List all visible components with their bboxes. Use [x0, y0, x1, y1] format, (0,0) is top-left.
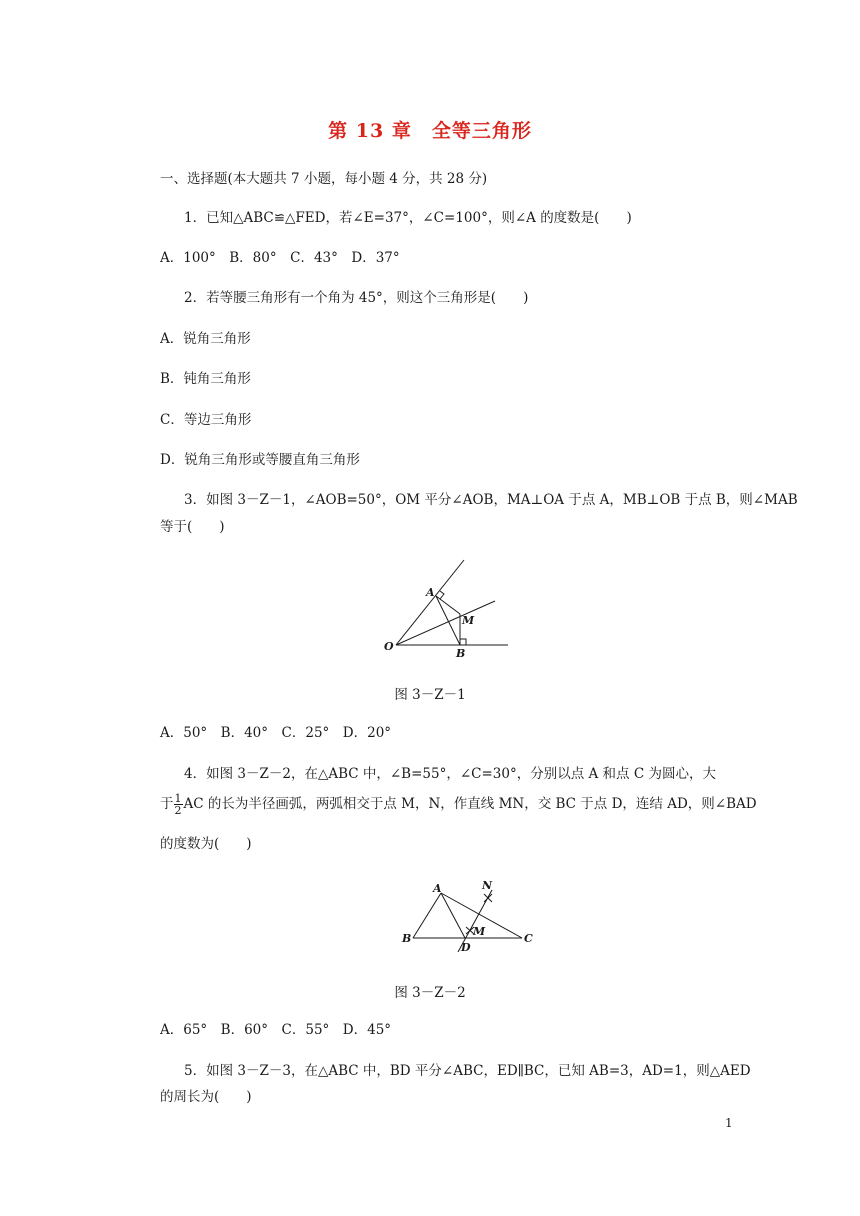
label-b: B [402, 932, 412, 945]
figure-3-z-2-caption: 图 3－Z－2 [394, 985, 466, 1001]
question-3-stem-line1: 3．如图 3－Z－1，∠AOB=50°，OM 平分∠AOB，MA⊥OA 于点 A，MB⊥OB 于点 B，则∠MAB [184, 492, 798, 508]
question-3-options: A．50° B．40° C．25° D．20° [160, 725, 392, 741]
segment-ab [436, 596, 460, 645]
figure-3-z-1 [370, 556, 520, 661]
label-n: N [482, 879, 493, 892]
label-d: D [461, 941, 471, 954]
question-4-stem-line1: 4．如图 3－Z－2，在△ABC 中，∠B=55°，∠C=30°，分别以点 A 和点 C 为圆心，大 [184, 766, 716, 782]
right-angle-mark-a [440, 591, 444, 599]
segment-am [436, 596, 460, 614]
label-a: A [433, 882, 442, 895]
label-m: M [473, 925, 486, 938]
question-1-options: A．100° B．80° C．43° D．37° [160, 250, 400, 266]
question-2-option-d: D．锐角三角形或等腰直角三角形 [160, 452, 360, 468]
fraction-denominator: 2 [174, 804, 182, 817]
label-m: M [462, 614, 475, 627]
question-2-option-a: A．锐角三角形 [160, 331, 251, 347]
question-4-options: A．65° B．60° C．55° D．45° [160, 1022, 392, 1038]
label-c: C [524, 932, 533, 945]
question-3-stem-line2: 等于( ) [160, 519, 225, 535]
question-4-stem-line2 [160, 793, 757, 816]
label-o: O [384, 640, 394, 653]
question-5-stem-line2: 的周长为( ) [160, 1089, 252, 1105]
segment-ab [413, 893, 441, 938]
question-4-stem-rest: AC 的长为半径画弧，两弧相交于点 M，N，作直线 MN，交 BC 于点 D，连结 AD，则∠BAD [183, 796, 757, 812]
question-2-option-b: B．钝角三角形 [160, 371, 251, 387]
question-5-stem-line1: 5．如图 3－Z－3，在△ABC 中，BD 平分∠ABC，ED∥BC，已知 AB=3，AD=1，则△AED [184, 1063, 751, 1079]
ray-om [396, 601, 495, 645]
fraction-one-half [174, 793, 183, 816]
section-heading: 一、选择题(本大题共 7 小题，每小题 4 分，共 28 分) [160, 171, 488, 187]
question-2-stem: 2．若等腰三角形有一个角为 45°，则这个三角形是( ) [184, 290, 529, 306]
label-a: A [426, 586, 435, 599]
label-b: B [456, 647, 466, 660]
question-2-option-c: C．等边三角形 [160, 412, 252, 428]
figure-3-z-2 [398, 876, 538, 956]
page-number: 1 [725, 1116, 733, 1130]
question-1-stem: 1．已知△ABC≌△FED，若∠E=37°，∠C=100°，则∠A 的度数是( ) [184, 210, 632, 226]
figure-3-z-1-caption: 图 3－Z－1 [394, 687, 466, 703]
right-angle-mark-b [460, 639, 466, 645]
question-4-stem-line3: 的度数为( ) [160, 836, 252, 852]
question-4-stem-prefix: 于 [160, 796, 174, 812]
fraction-numerator: 1 [174, 792, 182, 805]
page-title: 第 13 章 全等三角形 [328, 120, 532, 142]
